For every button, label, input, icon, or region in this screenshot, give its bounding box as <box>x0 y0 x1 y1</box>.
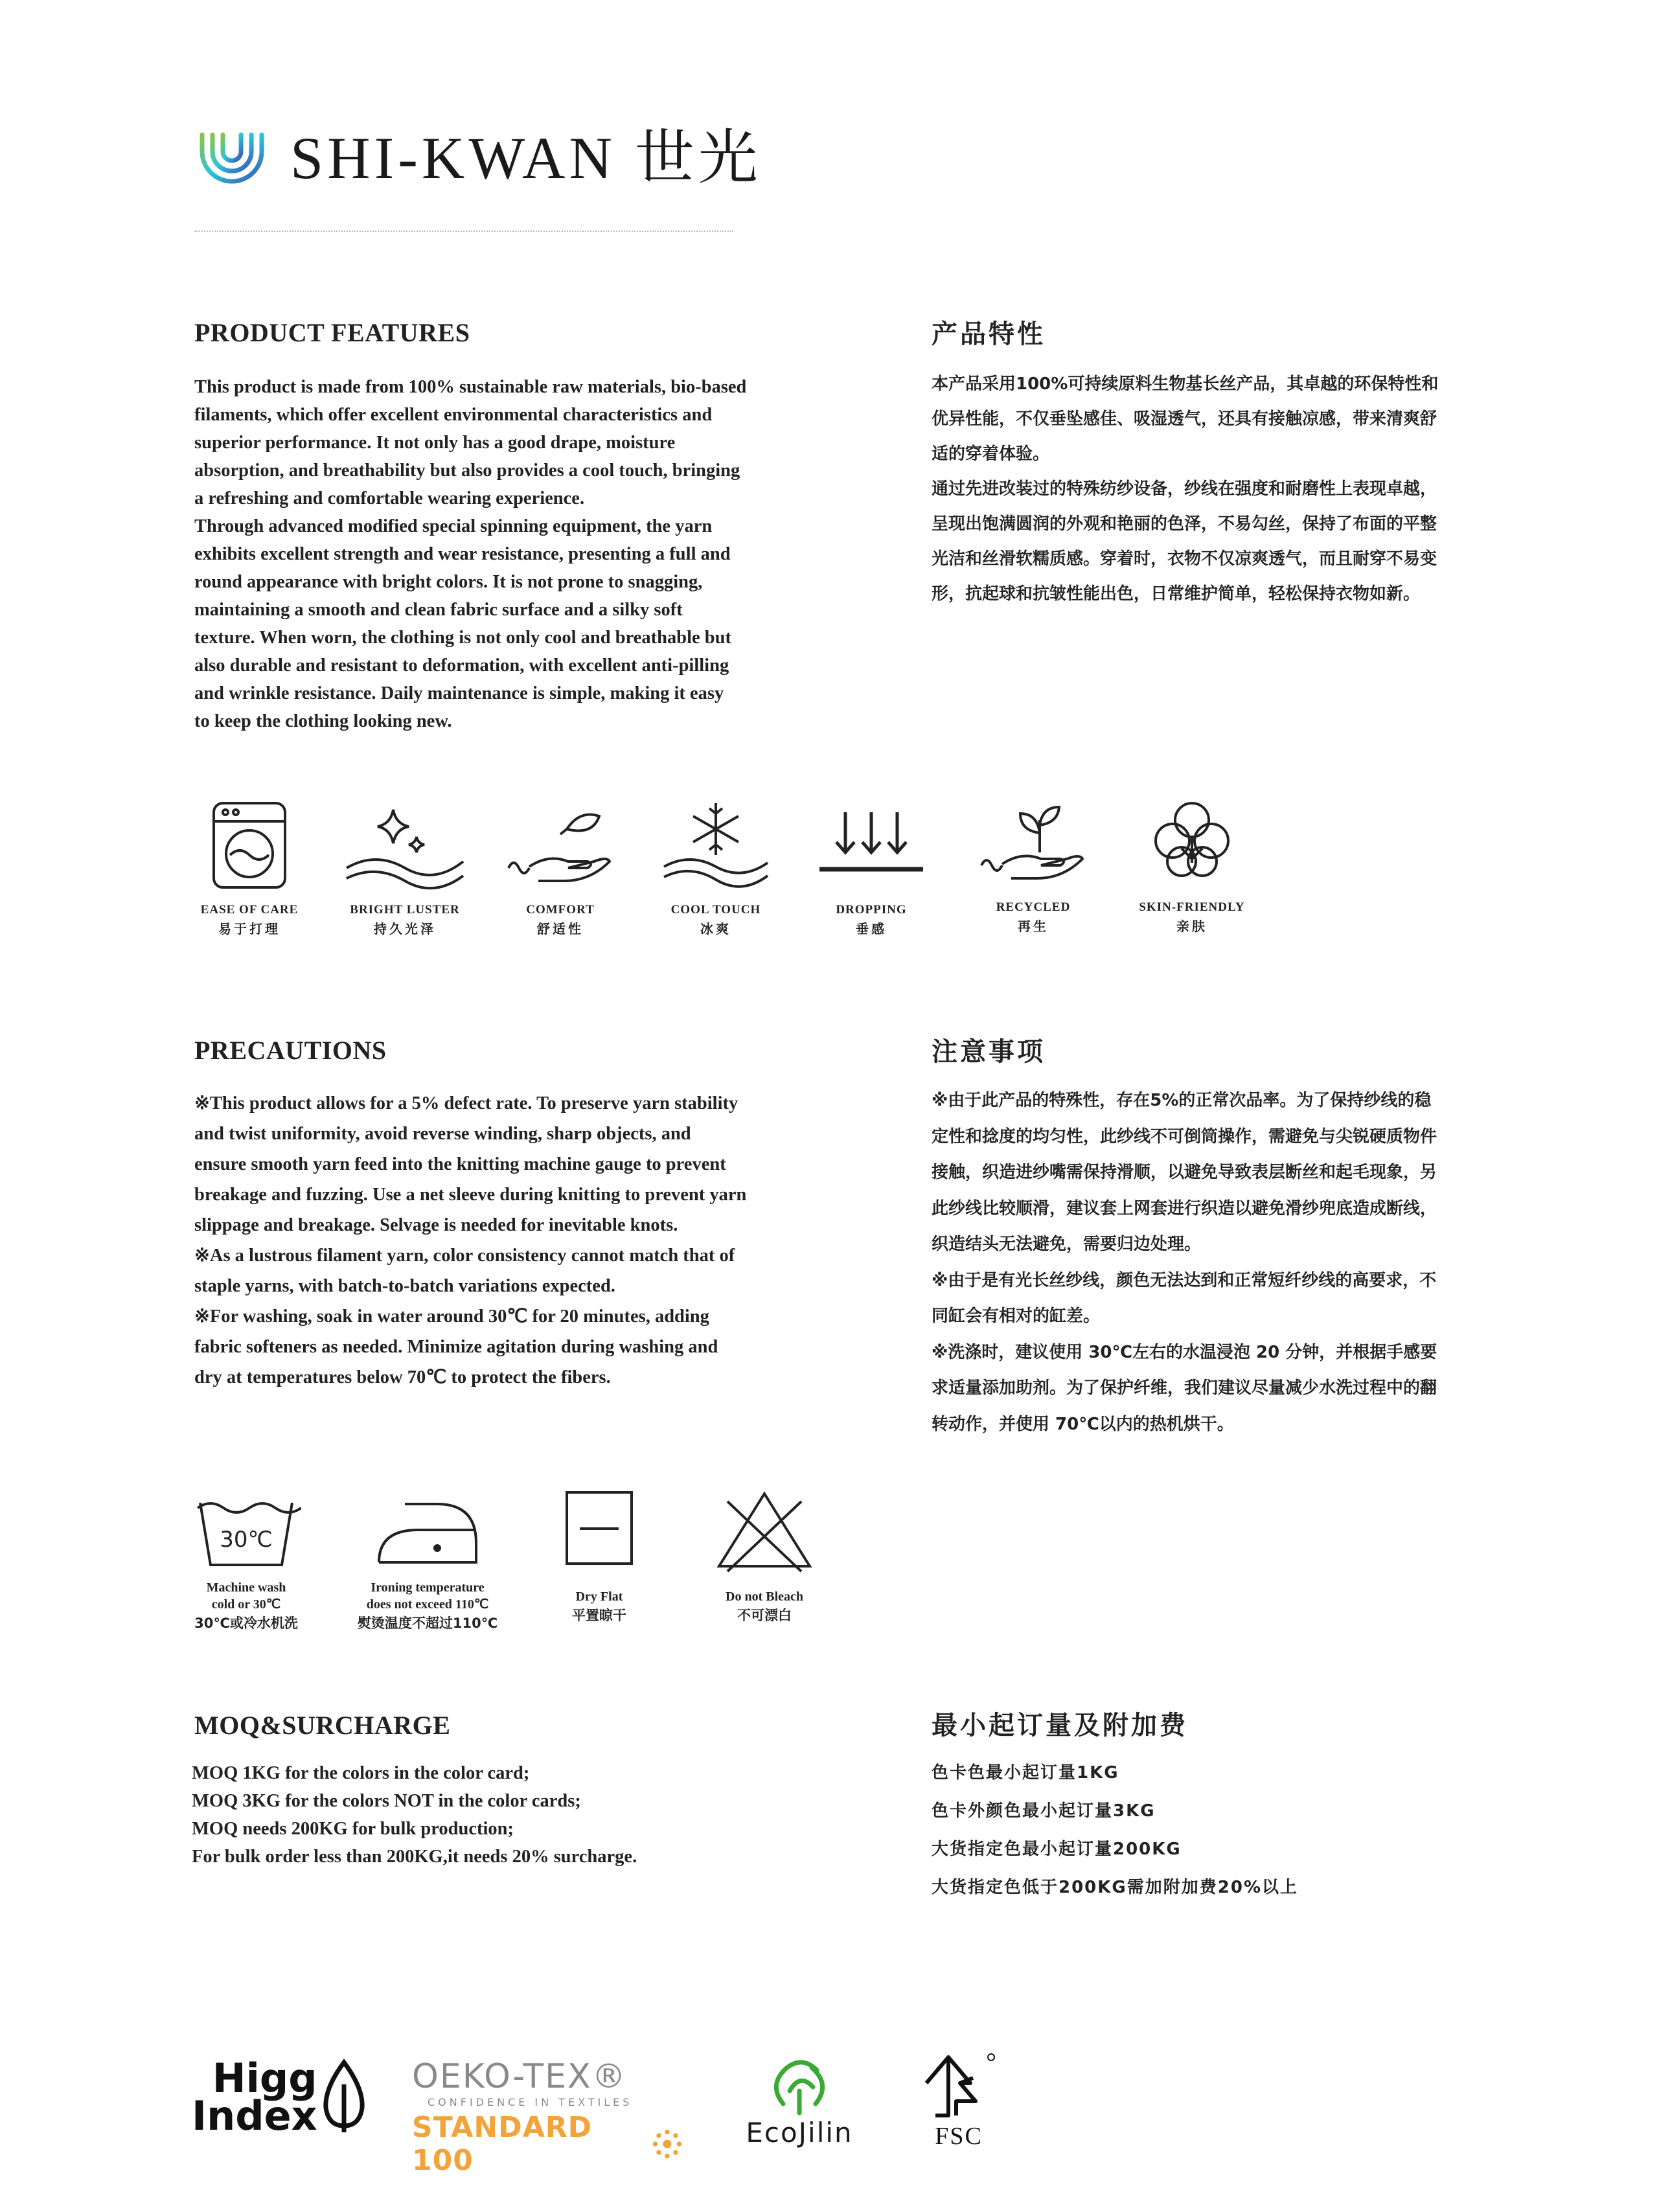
precautions-heading-zh: 注意事项 <box>932 1037 1046 1067</box>
fsc-label: FSC <box>935 2123 983 2150</box>
feature-label-zh: 垂感 <box>856 921 887 937</box>
feature-label-zh: 再生 <box>1018 918 1049 934</box>
features-text-zh: 本产品采用100%可持续原料生物基长丝产品，其卓越的环保特性和 优异性能，不仅垂坠感佳、吸湿透气，还具有接触凉感，带来清爽舒 适的穿着体验。 通过先进改装过的特殊纺纱设备，纱线在强度和耐磨性上表现卓越， 呈现出饱满圆润的外观和艳丽的色泽，不易勾丝，保持了布面的平整 光洁和丝滑软糯质感。穿着时，衣物不仅凉爽透气，而且耐穿不易变 形，抗起球和抗皱性能出色，日常维护简单，轻松保持衣物如新。 <box>932 374 1439 604</box>
drape-arrows-icon <box>807 797 936 894</box>
feature-label-en: RECYCLED <box>996 900 1071 914</box>
precautions-text-zh: ※由于此产品的特殊性，存在5%的正常次品率。为了保持纱线的稳 定性和捻度的均匀性，此纱线不可倒筒操作，需避免与尖锐硬质物件 接触，织造进纱嘴需保持滑顺，以避免导致表层断丝和起毛现象，另 此纱线比较顺滑，建议套上网套进行织造以避免滑纱兜底造成断线， 织造结头无法避免，需要归边处理。 ※由于是有光长丝纱线，颜色无法达到和正常短纤纱线的高要求，不 同缸会有相对的缸差。 ※洗涤时，建议使用 30℃左右的水温浸泡 20 分钟，并根据手感要 求适量添加助剂。为了保护纤维，我们建议尽量减少水洗过程中的翻 转动作，并使用 70℃以内的热机烘干。 <box>932 1091 1437 1434</box>
feature-dropping <box>797 797 946 937</box>
moq-heading-zh: 最小起订量及附加费 <box>932 1711 1188 1740</box>
feature-label-zh: 易于打理 <box>218 921 280 937</box>
eco-label: EcoJilin <box>746 2117 853 2149</box>
moq-text-en: MOQ 1KG for the colors in the color card; MOQ 3KG for the colors NOT in the color cards; MOQ needs 200KG for bulk production; For bulk order less than 200KG,it needs 20% surcharge. <box>192 1763 637 1867</box>
brand-name: SHI-KWAN 世光 <box>290 125 762 191</box>
precautions-text-en: ※This product allows for a 5% defect rate. To preserve yarn stability and twist uniformity, avoid reverse winding, sharp objects, and ensure smooth yarn feed into the knitting machine gauge to prevent breakage and fuzzing. Use a net sleeve during knitting to prevent yarn slippage and breakage. Selvage is needed for inevitable knots. ※As a lustrous filament yarn, color consistency cannot match that of staple yarns, with batch-to-batch variations expected. ※For washing, soak in water around 30℃ for 20 minutes, adding fabric softeners as needed. Minimize agitation during washing and dry at temperatures below 70℃ to protect the fibers. <box>194 1093 747 1387</box>
moq-heading-en: MOQ&SURCHARGE <box>194 1711 451 1740</box>
oeko-standard: STANDARD 100 <box>412 2111 593 2177</box>
feature-label-zh: 持久光泽 <box>374 921 436 937</box>
feature-label-en: SKIN-FRIENDLY <box>1139 900 1245 914</box>
feature-bright-luster <box>330 797 479 937</box>
feature-label-en: COMFORT <box>526 903 595 917</box>
care-label-zh: 平置晾干 <box>572 1608 626 1623</box>
care-no-bleach <box>680 1486 849 1625</box>
care-label-en: Do not Bleach <box>726 1590 803 1604</box>
header-divider <box>194 231 733 232</box>
care-label-en: Dry Flat <box>575 1590 623 1604</box>
feature-label-zh: 舒适性 <box>537 921 584 937</box>
feature-label-en: BRIGHT LUSTER <box>350 903 460 917</box>
oeko-subtitle: CONFIDENCE IN TEXTILES <box>428 2096 633 2108</box>
dry-flat-icon <box>544 1486 654 1583</box>
care-label-zh: 熨烫温度不超过110℃ <box>357 1615 498 1631</box>
care-label-en: Machine wash cold or 30℃ <box>206 1580 286 1612</box>
feature-comfort <box>486 797 635 937</box>
sparkle-icon <box>340 797 470 894</box>
oeko-title: OEKO-TEX® <box>412 2057 627 2096</box>
care-label-zh: 30℃或冷水机洗 <box>194 1615 298 1631</box>
wash-temperature-badge: 30℃ <box>220 1527 273 1553</box>
feature-label-en: COOL TOUCH <box>670 903 761 917</box>
feature-cool-touch <box>641 797 790 937</box>
no-bleach-icon <box>709 1486 819 1583</box>
rainbow-u-logo-icon <box>192 113 272 193</box>
ecojilin-logo <box>735 2052 864 2149</box>
features-text-en: This product is made from 100% sustainable raw materials, bio-based filaments, which offer excellent environmental characteristics and superior performance. It not only has a good drape, moisture absorption, and breathability but also provides a cool touch, bringing a refreshing and comfortable wearing experience. Through advanced modified special spinning equipment, the yarn exhibits excellent strength and wear resistance, presenting a full and round appearance with bright colors. It is not prone to snagging, maintaining a smooth and clean fabric surface and a silky soft texture. When worn, the clothing is not only cool and breathable but also durable and resistant to deformation, with excellent anti-pilling and wrinkle resistance. Daily maintenance is simple, making it easy to keep the clothing looking new. <box>194 377 747 731</box>
cotton-icon <box>1127 794 1257 891</box>
feature-label-zh: 冰爽 <box>700 921 731 937</box>
features-heading-zh: 产品特性 <box>932 319 1046 349</box>
brand-logo <box>192 110 762 196</box>
features-heading-en: PRODUCT FEATURES <box>194 318 470 347</box>
hand-feather-icon <box>496 797 625 894</box>
feature-label-en: EASE OF CARE <box>200 903 299 917</box>
fsc-tree-icon <box>920 2051 998 2122</box>
care-dry-flat <box>515 1486 683 1625</box>
eco-leaf-icon <box>764 2052 835 2117</box>
fsc-logo <box>913 2051 1004 2150</box>
oeko-tex-logo <box>412 2057 684 2177</box>
wash-30-icon <box>191 1490 301 1574</box>
care-machine-wash <box>162 1490 330 1632</box>
leaf-icon <box>321 2058 367 2136</box>
oeko-sun-icon <box>650 2126 684 2162</box>
higg-line2: Index <box>192 2092 317 2139</box>
iron-icon <box>366 1490 489 1574</box>
hand-plant-icon <box>968 794 1098 891</box>
feature-label-en: DROPPING <box>836 903 907 917</box>
care-label-en: Ironing temperature does not exceed 110℃ <box>366 1580 489 1612</box>
higg-line1: Higg <box>212 2055 317 2102</box>
care-ironing <box>343 1490 512 1632</box>
feature-skin-friendly <box>1117 794 1266 935</box>
snowflake-icon <box>651 797 781 894</box>
washing-machine-icon <box>201 797 298 894</box>
precautions-heading-en: PRECAUTIONS <box>194 1036 387 1065</box>
feature-recycled <box>959 794 1108 935</box>
higg-index-logo <box>192 2055 367 2139</box>
moq-text-zh: 色卡色最小起订量1KG 色卡外颜色最小起订量3KG 大货指定色最小起订量200KG 大货指定色低于200KG需加附加费20%以上 <box>932 1763 1298 1897</box>
feature-ease-of-care <box>175 797 324 937</box>
care-label-zh: 不可漂白 <box>737 1608 792 1623</box>
feature-label-zh: 亲肤 <box>1176 918 1207 934</box>
